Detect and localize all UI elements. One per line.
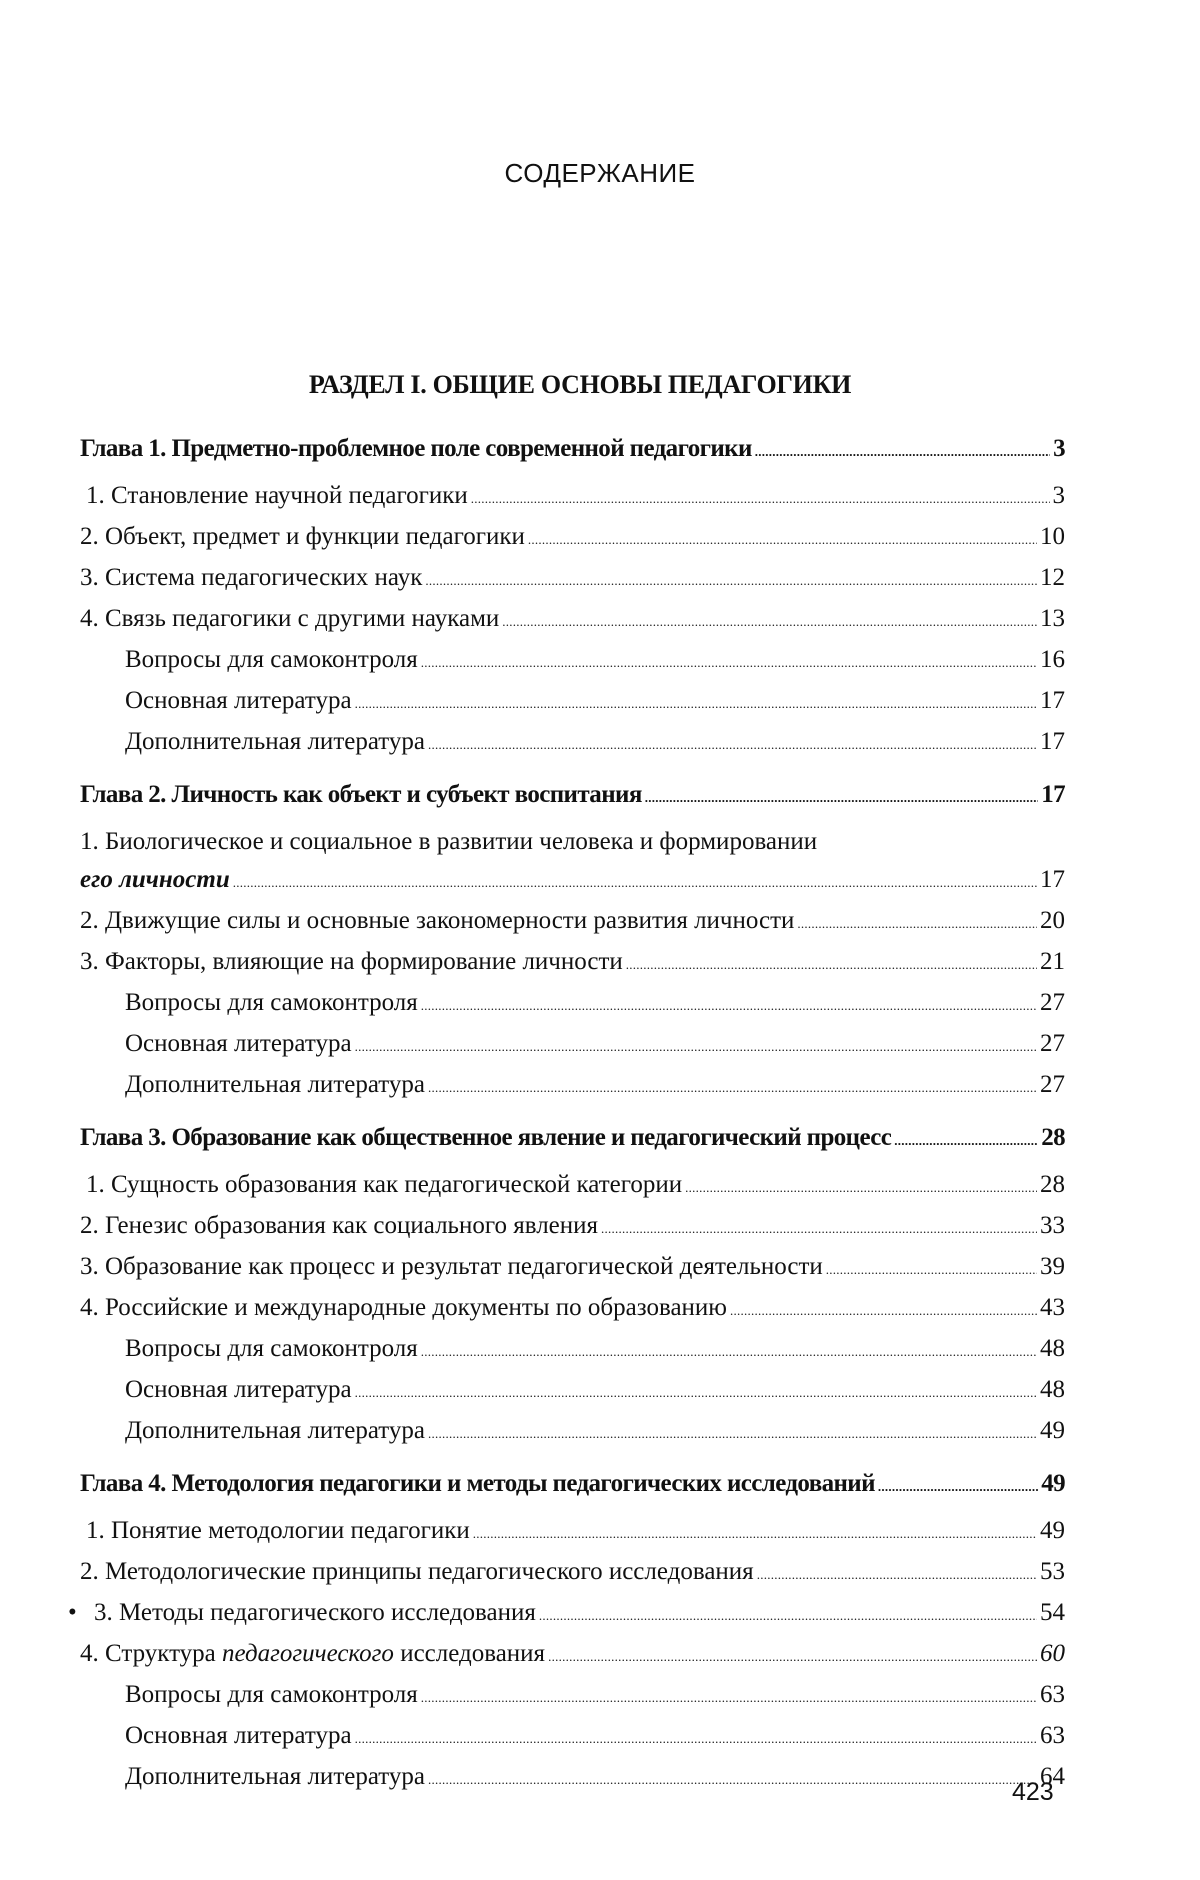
dot-leader	[685, 1166, 1037, 1207]
chapter-page: 49	[1041, 1470, 1065, 1497]
dot-leader	[425, 559, 1037, 600]
dot-leader	[428, 723, 1037, 764]
dot-leader	[473, 1512, 1037, 1553]
toc-entry[interactable]	[80, 1207, 1065, 1248]
entry-text: 2. Генезис образования как социального явления	[80, 1212, 599, 1239]
toc-entry[interactable]	[80, 1289, 1065, 1330]
entry-text-part: исследования	[393, 1640, 546, 1667]
entry-page: 54	[1040, 1599, 1065, 1626]
entry-page: 20	[1040, 907, 1065, 934]
dot-leader	[421, 641, 1037, 682]
dot-leader	[421, 984, 1037, 1025]
entry-page: 48	[1040, 1376, 1065, 1403]
entry-text: 2. Методологические принципы педагогического исследования	[80, 1558, 754, 1585]
toc-entry[interactable]	[80, 1717, 1065, 1758]
entry-text: 3. Факторы, влияющие на формирование личности	[80, 948, 623, 975]
entry-page: 21	[1040, 948, 1065, 975]
entry-text: Вопросы для самоконтроля	[125, 1681, 418, 1708]
chapter-page: 17	[1041, 781, 1065, 808]
chapter-heading[interactable]	[80, 430, 1065, 471]
entry-page: 27	[1040, 989, 1065, 1016]
toc-entry[interactable]	[80, 1412, 1065, 1453]
dot-leader	[421, 1676, 1037, 1717]
entry-text: 3. Система педагогических наук	[80, 564, 423, 591]
entry-page: 3	[1052, 482, 1065, 509]
entry-text-part: 4. Структура	[80, 1640, 223, 1667]
chapter-page: 28	[1041, 1124, 1065, 1151]
entry-text-line2: его личности	[80, 866, 230, 893]
toc-entry[interactable]	[80, 682, 1065, 723]
bullet-mark: •	[68, 1599, 77, 1626]
chapter-title: Глава 2. Личность как объект и субъект воспитания	[80, 781, 642, 808]
entry-text: Дополнительная литература	[125, 1763, 425, 1790]
entry-text: 1. Понятие методологии педагогики	[86, 1517, 470, 1544]
entry-page: 16	[1040, 646, 1065, 673]
entry-page: 13	[1040, 605, 1065, 632]
entry-text: 4. Российские и международные документы по образованию	[80, 1294, 727, 1321]
entry-text: 2. Объект, предмет и функции педагогики	[80, 523, 525, 550]
toc-entry[interactable]	[80, 518, 1065, 559]
entry-page: 12	[1040, 564, 1065, 591]
dot-leader	[826, 1248, 1037, 1289]
toc-entry[interactable]	[80, 477, 1065, 518]
chapter-3	[80, 1119, 1065, 1453]
toc-entry[interactable]	[80, 902, 1065, 943]
page-number: 423	[1012, 1778, 1054, 1806]
entry-text: Основная литература	[125, 1030, 352, 1057]
entry-text: Вопросы для самоконтроля	[125, 989, 418, 1016]
entry-text: Основная литература	[125, 687, 352, 714]
toc-entry[interactable]	[80, 723, 1065, 764]
dot-leader	[355, 1717, 1037, 1758]
entry-text: Дополнительная литература	[125, 1417, 425, 1444]
dot-leader	[797, 902, 1037, 943]
dot-leader	[548, 1635, 1037, 1676]
entry-text: Дополнительная литература	[125, 1071, 425, 1098]
dot-leader	[233, 861, 1037, 902]
dot-leader	[355, 1371, 1037, 1412]
entry-page: 49	[1040, 1517, 1065, 1544]
dot-leader	[428, 1066, 1037, 1107]
toc-entry[interactable]	[80, 1553, 1065, 1594]
entry-page: 39	[1040, 1253, 1065, 1280]
chapter-title: Глава 1. Предметно-проблемное поле современной педагогики	[80, 435, 752, 462]
toc-entry[interactable]	[80, 1066, 1065, 1107]
dot-leader	[645, 776, 1038, 817]
entry-page: 17	[1040, 728, 1065, 755]
chapter-heading[interactable]	[80, 1119, 1065, 1160]
dot-leader	[601, 1207, 1037, 1248]
entry-page: 48	[1040, 1335, 1065, 1362]
dot-leader	[355, 1025, 1037, 1066]
dot-leader	[626, 943, 1037, 984]
dot-leader	[428, 1758, 1037, 1799]
entry-text: Дополнительная литература	[125, 728, 425, 755]
entry-page: 43	[1040, 1294, 1065, 1321]
chapter-1	[80, 430, 1065, 764]
toc-entry[interactable]	[80, 1635, 1065, 1676]
entry-text: 3. Образование как процесс и результат педагогической деятельности	[80, 1253, 823, 1280]
dot-leader	[894, 1119, 1038, 1160]
section-title: РАЗДЕЛ I. ОБЩИЕ ОСНОВЫ ПЕДАГОГИКИ	[308, 370, 852, 399]
toc-entry[interactable]	[80, 861, 1065, 902]
entry-page: 53	[1040, 1558, 1065, 1585]
entry-text: Вопросы для самоконтроля	[125, 1335, 418, 1362]
dot-leader	[539, 1594, 1037, 1635]
toc-entry[interactable]	[80, 1166, 1065, 1207]
entry-text: 1. Становление научной педагогики	[86, 482, 468, 509]
entry-text: Вопросы для самоконтроля	[125, 646, 418, 673]
toc-entry[interactable]	[80, 1025, 1065, 1066]
toc-entry[interactable]	[80, 600, 1065, 641]
entry-page: 49	[1040, 1417, 1065, 1444]
dot-leader	[471, 477, 1050, 518]
toc-entry[interactable]	[80, 1330, 1065, 1371]
entry-text: 4. Связь педагогики с другими науками	[80, 605, 500, 632]
entry-page: 28	[1040, 1171, 1065, 1198]
toc-entry[interactable]	[80, 1371, 1065, 1412]
dot-leader	[428, 1412, 1037, 1453]
toc-entry[interactable]	[80, 1512, 1065, 1553]
chapter-title: Глава 4. Методология педагогики и методы педагогических исследований	[80, 1470, 875, 1497]
chapter-title: Глава 3. Образование как общественное явление и педагогический процесс	[80, 1124, 892, 1151]
dot-leader	[878, 1465, 1038, 1506]
entry-text: Основная литература	[125, 1376, 352, 1403]
entry-text	[80, 1635, 545, 1673]
dot-leader	[421, 1330, 1037, 1371]
toc-entry[interactable]	[80, 984, 1065, 1025]
toc-entry[interactable]	[80, 1248, 1065, 1289]
dot-leader	[755, 430, 1050, 471]
toc-entry[interactable]	[80, 1758, 1065, 1799]
entry-page: 63	[1040, 1681, 1065, 1708]
toc-entry[interactable]	[68, 1594, 1065, 1635]
dot-leader	[757, 1553, 1037, 1594]
entry-page: 63	[1040, 1722, 1065, 1749]
entry-text: 1. Сущность образования как педагогической категории	[86, 1171, 683, 1198]
entry-page: 64	[1040, 1763, 1065, 1790]
chapter-2	[80, 776, 1065, 1107]
toc-entry[interactable]	[80, 559, 1065, 600]
entry-page: 10	[1040, 523, 1065, 550]
chapter-4	[68, 1465, 1065, 1799]
dot-leader	[355, 682, 1037, 723]
entry-page: 60	[1040, 1640, 1065, 1667]
entry-text-line1: 1. Биологическое и социальное в развитии человека и формировании	[80, 828, 818, 855]
toc-entry[interactable]	[80, 943, 1065, 984]
chapter-heading[interactable]	[80, 776, 1065, 817]
entry-page: 17	[1040, 687, 1065, 714]
dot-leader	[528, 518, 1037, 559]
toc-entry[interactable]	[80, 641, 1065, 682]
dot-leader	[502, 600, 1037, 641]
entry-text-italic: педагогического	[222, 1640, 394, 1667]
entry-page: 27	[1040, 1071, 1065, 1098]
entry-page: 33	[1040, 1212, 1065, 1239]
dot-leader	[730, 1289, 1037, 1330]
entry-text: 2. Движущие силы и основные закономерности развития личности	[80, 907, 795, 934]
chapter-heading[interactable]	[80, 1465, 1065, 1506]
table-of-contents	[68, 430, 1065, 1811]
chapter-page: 3	[1053, 435, 1065, 462]
toc-entry[interactable]	[80, 1676, 1065, 1717]
entry-text: Основная литература	[125, 1722, 352, 1749]
entry-text: 3. Методы педагогического исследования	[94, 1599, 536, 1626]
entry-page: 27	[1040, 1030, 1065, 1057]
page-title: СОДЕРЖАНИЕ	[504, 158, 696, 188]
entry-page: 17	[1040, 866, 1065, 893]
